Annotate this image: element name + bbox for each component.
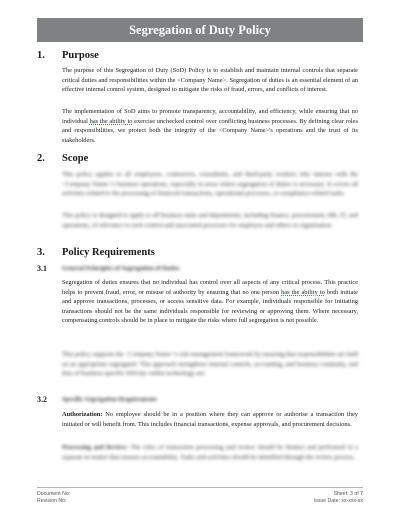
text-run: The roles of transaction processing and review should be distinct and performed in a separate in-matter that ensures accountability. Tasks and activities should be identified through the review process. (62, 444, 358, 461)
footer-sheet: Sheet: 3 of 7 (333, 491, 363, 497)
purpose-paragraph-1: The purpose of this Segregation of Duty (SoD) Policy is to establish and maintain internal controls that separate critical duties and responsibilities within the <Company Name>. Segregation of duties is an essential element of an effective internal control system, designed to mitigate the risks of fraud, errors, and conflicts of interest. (62, 67, 358, 94)
text-run: exercise unchecked control over conflicting business processes. By defining clear roles and responsibilities, we protect both the integrity of the <Company Name>'s operations and the trust of its stakeholders. (62, 117, 359, 144)
policy-paragraph-1 (62, 278, 358, 326)
section-title: Purpose (62, 50, 99, 61)
underlined-phrase: has the ability to (89, 117, 133, 125)
footer-document-number: Document No: (37, 491, 71, 497)
policy-paragraph-2: This policy supports the <Company Name>'s risk management framework by ensuring that responsibilities are held on an appropriate segregated. This approach strengthens internal controls, accounting, and business continuity, and thus of business specific SDUnty within technology are. (62, 351, 358, 378)
text-run: Segregation of duties ensures that no individual has control over all aspects of any critical process. This practice helps to prevent fraud, error, or misuse of authority by ensuring that no one person (62, 279, 358, 296)
scope-paragraph-1: This policy applies to all employees, contractors, consultants, and third-party workers who interact with the <Company Name>'s business operations, especially in areas where segregation of duties is necessary. It covers all activities related to the processing of financial transactions, operational processes, or compliance-related tasks. (62, 171, 358, 198)
footer-revision-number: Revision No: (37, 498, 67, 504)
section-number: 3. (37, 247, 45, 258)
processing-label: Processing and Review: (62, 444, 129, 451)
text-run: both initiate and approve transactions, processes, or access sensitive data. For example, individuals responsible for initiating transactions should not be the same individuals responsible for reviewing or approving them. Where necessary, compensating controls should be in place to mitigate the risks where full segregation is not possible. (62, 288, 358, 325)
section-title: Scope (62, 153, 89, 164)
section-title: Policy Requirements (62, 247, 155, 258)
footer-divider (37, 487, 363, 488)
text-run: No employee should be in a position where they can approve or authorise a transaction they initiated or will benefit from. This includes financial transactions, expense approvals, and procurement decisions. (62, 411, 358, 428)
subsection-title: Specific Segregation Requirements (62, 396, 157, 403)
footer-issue-date: Issue Date: xx-xxx-xx (313, 498, 363, 504)
processing-paragraph (62, 443, 358, 462)
text-run: The implementation of SoD aims to promote transparency, accountability, and efficiency, while ensuring that no individual (62, 108, 358, 125)
authorization-paragraph (62, 410, 358, 429)
section-number: 1. (37, 50, 45, 61)
subsection-title: General Principles of Segregation of Duties (62, 265, 180, 272)
subsection-number: 3.1 (37, 264, 47, 273)
authorization-label: Authorization: (62, 411, 103, 418)
section-number: 2. (37, 153, 45, 164)
purpose-paragraph-2 (62, 107, 358, 145)
subsection-number: 3.2 (37, 395, 47, 404)
scope-paragraph-2: This policy is designed to apply to all business units and departments, including finance, procurement, HR, IT, and operations, of relevance to such control and associated processes for employee and others in organization. (62, 212, 358, 229)
underlined-phrase: has the ability to (281, 288, 325, 296)
page-title: Segregation of Duty Policy (37, 18, 363, 42)
